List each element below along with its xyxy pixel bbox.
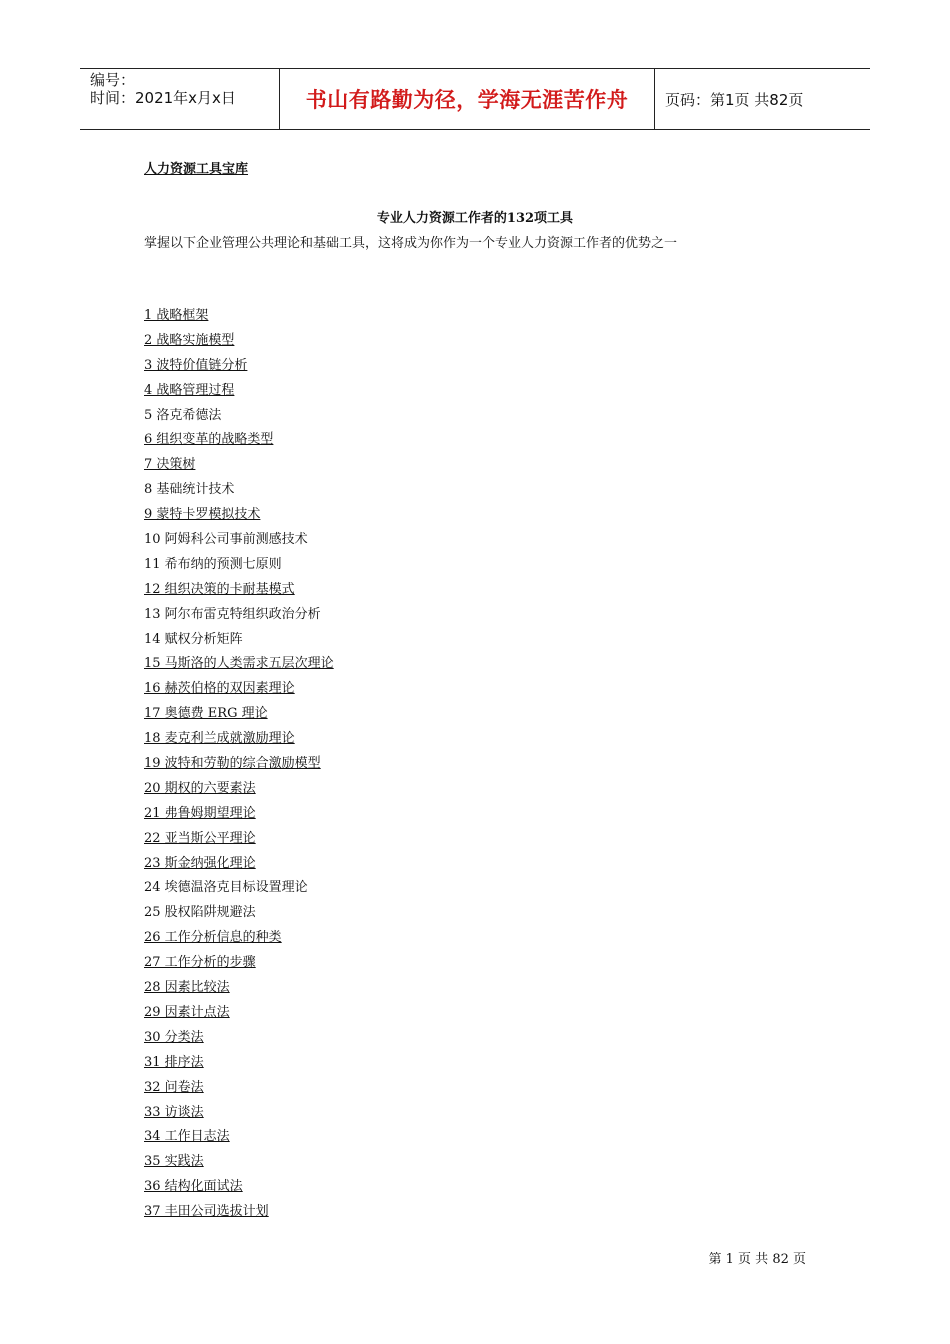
list-item[interactable] — [144, 307, 334, 332]
list-item — [144, 556, 334, 581]
tool-link[interactable]: 28 因素比较法 — [144, 980, 230, 996]
tool-link[interactable]: 35 实践法 — [144, 1154, 204, 1170]
tool-link[interactable]: 17 奥德费 ERG 理论 — [144, 706, 268, 722]
tool-label: 5 洛克希德法 — [144, 407, 222, 423]
tool-link[interactable]: 3 波特价值链分析 — [144, 357, 248, 373]
list-item[interactable] — [144, 1029, 334, 1054]
list-item[interactable] — [144, 655, 334, 680]
tool-link[interactable]: 20 期权的六要素法 — [144, 780, 256, 796]
list-item[interactable] — [144, 780, 334, 805]
tool-label: 11 希布纳的预测七原则 — [144, 556, 282, 572]
tool-link[interactable]: 33 访谈法 — [144, 1104, 204, 1120]
list-item[interactable] — [144, 456, 334, 481]
tool-label: 8 基础统计技术 — [144, 482, 235, 498]
code-label: 编号： — [90, 71, 136, 89]
tool-link[interactable]: 27 工作分析的步骤 — [144, 955, 256, 971]
tool-link[interactable]: 18 麦克利兰成就激励理论 — [144, 731, 295, 747]
list-item — [144, 904, 334, 929]
tool-link[interactable]: 16 赫茨伯格的双因素理论 — [144, 681, 295, 697]
header-page-info: 页码：第1页 共82页 — [665, 90, 804, 109]
tool-label: 13 阿尔布雷克特组织政治分析 — [144, 606, 321, 622]
list-item[interactable] — [144, 1054, 334, 1079]
list-item[interactable] — [144, 1004, 334, 1029]
list-item[interactable] — [144, 680, 334, 705]
list-item[interactable] — [144, 1079, 334, 1104]
list-item[interactable] — [144, 332, 334, 357]
tool-link[interactable]: 19 波特和劳勒的综合激励模型 — [144, 756, 321, 772]
tool-label: 10 阿姆科公司事前测感技术 — [144, 532, 308, 548]
tool-link[interactable]: 2 战略实施模型 — [144, 332, 235, 348]
tool-link[interactable]: 23 斯金纳强化理论 — [144, 855, 256, 871]
doc-title-row — [0, 207, 950, 226]
list-item[interactable] — [144, 1104, 334, 1129]
tool-link[interactable]: 31 排序法 — [144, 1054, 204, 1070]
list-item[interactable] — [144, 979, 334, 1004]
tool-link[interactable]: 1 战略框架 — [144, 308, 209, 323]
tool-link[interactable]: 29 因素计点法 — [144, 1004, 230, 1020]
tool-link[interactable]: 21 弗鲁姆期望理论 — [144, 805, 256, 821]
page-header — [80, 68, 870, 130]
tool-label: 25 股权陷阱规避法 — [144, 905, 256, 921]
header-motto: 书山有路勤为径，学海无涯苦作舟 — [280, 69, 655, 129]
list-item[interactable] — [144, 506, 334, 531]
list-item[interactable] — [144, 1203, 334, 1228]
tool-label: 14 赋权分析矩阵 — [144, 631, 243, 647]
tool-link[interactable]: 34 工作日志法 — [144, 1129, 230, 1145]
tool-link[interactable]: 37 丰田公司选拔计划 — [144, 1204, 269, 1220]
tool-link[interactable]: 30 分类法 — [144, 1029, 204, 1045]
list-item[interactable] — [144, 431, 334, 456]
tool-link[interactable]: 22 亚当斯公平理论 — [144, 830, 256, 846]
list-item[interactable] — [144, 830, 334, 855]
list-item[interactable] — [144, 730, 334, 755]
tool-link[interactable]: 6 组织变革的战略类型 — [144, 432, 274, 448]
tool-link[interactable]: 7 决策树 — [144, 457, 196, 473]
list-item[interactable] — [144, 855, 334, 880]
page-footer: 第 1 页 共 82 页 — [708, 1252, 806, 1267]
list-item — [144, 407, 334, 432]
intro-paragraph: 掌握以下企业管理公共理论和基础工具，这将成为你作为一个专业人力资源工作者的优势之一 — [144, 236, 678, 251]
list-item[interactable] — [144, 929, 334, 954]
tool-label: 24 埃德温洛克目标设置理论 — [144, 880, 308, 896]
list-item — [144, 631, 334, 656]
tool-link[interactable]: 12 组织决策的卡耐基模式 — [144, 581, 295, 597]
list-item[interactable] — [144, 805, 334, 830]
section-title: 人力资源工具宝库 — [144, 162, 249, 177]
tool-link[interactable]: 36 结构化面试法 — [144, 1179, 243, 1195]
tool-link[interactable]: 4 战略管理过程 — [144, 382, 235, 398]
list-item[interactable] — [144, 581, 334, 606]
time-label: 时间：2021年x月x日 — [90, 89, 236, 107]
list-item — [144, 481, 334, 506]
tool-link[interactable]: 15 马斯洛的人类需求五层次理论 — [144, 656, 334, 672]
tool-link[interactable]: 26 工作分析信息的种类 — [144, 930, 282, 946]
header-meta — [80, 69, 280, 129]
list-item[interactable] — [144, 755, 334, 780]
list-item[interactable] — [144, 382, 334, 407]
list-item[interactable] — [144, 1153, 334, 1178]
list-item[interactable] — [144, 954, 334, 979]
doc-title: 专业人力资源工作者的132项工具 — [376, 211, 574, 226]
list-item[interactable] — [144, 1128, 334, 1153]
list-item[interactable] — [144, 357, 334, 382]
list-item — [144, 531, 334, 556]
list-item — [144, 879, 334, 904]
tool-link[interactable]: 32 问卷法 — [144, 1079, 204, 1095]
list-item — [144, 606, 334, 631]
list-item[interactable] — [144, 1178, 334, 1203]
list-item[interactable] — [144, 705, 334, 730]
tool-list — [144, 307, 334, 1228]
tool-link[interactable]: 9 蒙特卡罗模拟技术 — [144, 507, 261, 523]
